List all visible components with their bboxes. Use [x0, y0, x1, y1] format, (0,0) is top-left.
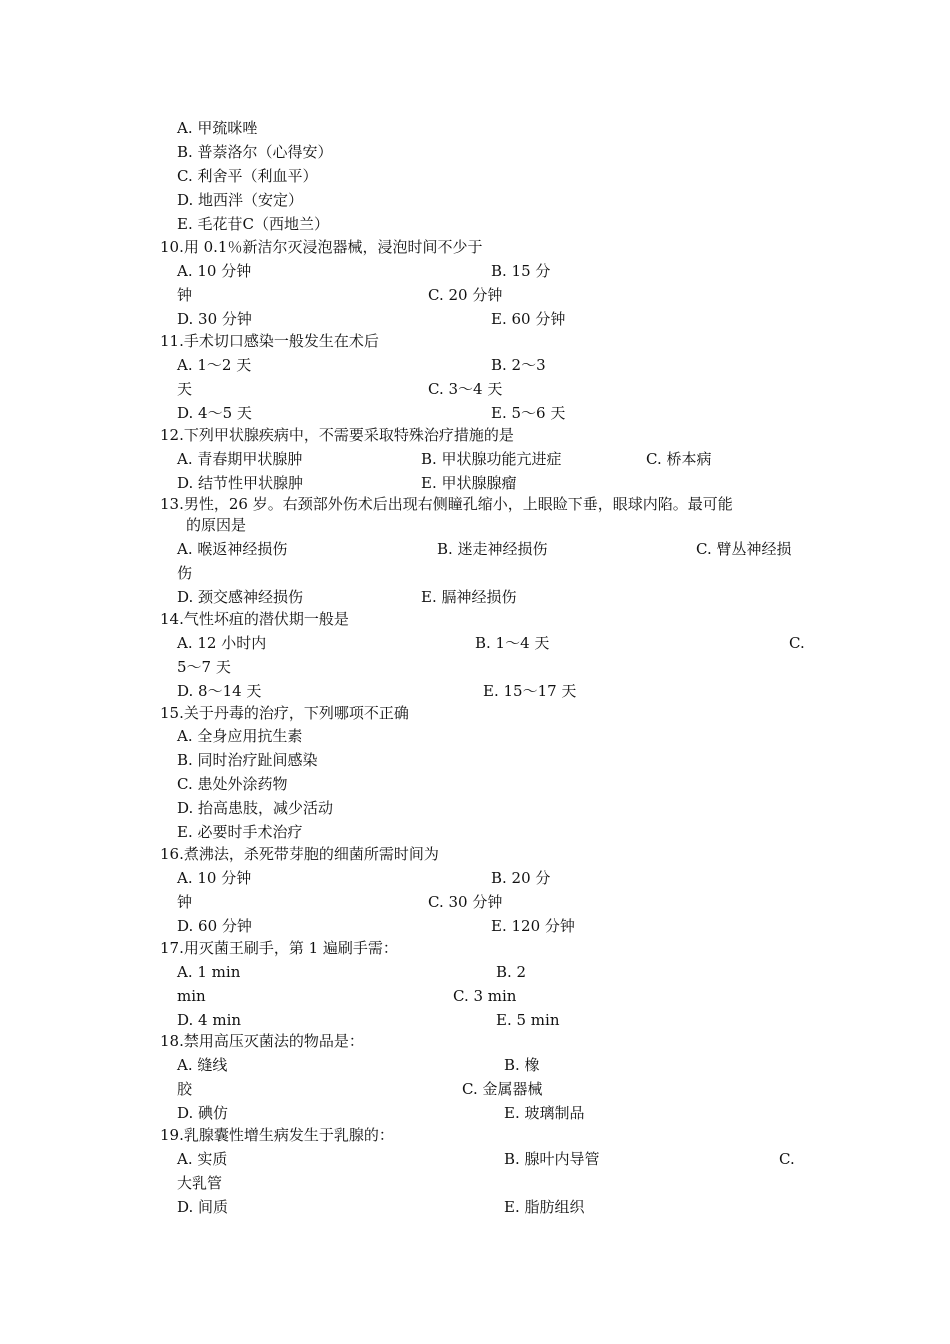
text-line: A. 10 分钟 — [177, 262, 252, 280]
text-line: D. 抬高患肢，减少活动 — [177, 799, 334, 817]
text-line: B. 橡 — [504, 1056, 540, 1074]
text-line: A. 实质 — [177, 1150, 228, 1168]
text-line: E. 必要时手术治疗 — [177, 823, 303, 841]
text-line: E. 15～17 天 — [483, 682, 577, 700]
text-line: 5～7 天 — [177, 658, 231, 676]
text-line: D. 8～14 天 — [177, 682, 262, 700]
text-line: 10.用 0.1％新洁尔灭浸泡器械，浸泡时间不少于 — [160, 238, 483, 256]
text-line: E. 120 分钟 — [491, 917, 575, 935]
text-line: B. 腺叶内导管 — [504, 1150, 600, 1168]
text-line: B. 普萘洛尔（心得安） — [177, 143, 333, 161]
text-line: D. 4 min — [177, 1011, 242, 1029]
text-line: A. 1 min — [177, 963, 241, 981]
text-line: D. 碘仿 — [177, 1104, 229, 1122]
text-line: 17.用灭菌王刷手，第 1 遍刷手需： — [160, 939, 398, 957]
text-line: 14.气性坏疽的潜伏期一般是 — [160, 610, 349, 628]
text-line: 钟 — [177, 286, 193, 304]
text-line: C. 臂丛神经损 — [696, 540, 792, 558]
text-line: D. 60 分钟 — [177, 917, 252, 935]
text-line: A. 10 分钟 — [177, 869, 252, 887]
text-line: C. 20 分钟 — [428, 286, 503, 304]
text-line: 胶 — [177, 1080, 193, 1098]
text-line: B. 1～4 天 — [475, 634, 550, 652]
text-line: C. — [779, 1150, 795, 1168]
text-line: E. 5 min — [496, 1011, 560, 1029]
text-line: 15.关于丹毒的治疗，下列哪项不正确 — [160, 704, 409, 722]
text-line: 的原因是 — [186, 516, 247, 534]
text-line: 13.男性，26 岁。右颈部外伤术后出现右侧瞳孔缩小，上眼睑下垂，眼球内陷。最可能 — [160, 495, 733, 513]
text-line: C. 3～4 天 — [428, 380, 503, 398]
text-line: 16.煮沸法，杀死带芽胞的细菌所需时间为 — [160, 845, 439, 863]
text-line: B. 15 分 — [491, 262, 551, 280]
text-line: D. 结节性甲状腺肿 — [177, 474, 304, 492]
text-line: A. 12 小时内 — [177, 634, 267, 652]
text-line: E. 60 分钟 — [491, 310, 566, 328]
text-line: 19.乳腺囊性增生病发生于乳腺的： — [160, 1126, 394, 1144]
text-line: 天 — [177, 380, 193, 398]
text-line: D. 30 分钟 — [177, 310, 252, 328]
text-line: C. 利舍平（利血平） — [177, 167, 318, 185]
text-line: E. 甲状腺腺瘤 — [421, 474, 517, 492]
text-line: E. 玻璃制品 — [504, 1104, 585, 1122]
text-line: E. 脂肪组织 — [504, 1198, 585, 1216]
text-line: A. 喉返神经损伤 — [177, 540, 288, 558]
text-line: 伤 — [177, 564, 193, 582]
text-line: D. 4～5 天 — [177, 404, 252, 422]
text-line: 钟 — [177, 893, 193, 911]
text-line: B. 2 — [496, 963, 527, 981]
text-line: D. 地西泮（安定） — [177, 191, 304, 209]
text-line: C. 金属器械 — [462, 1080, 543, 1098]
text-line: 12.下列甲状腺疾病中，不需要采取特殊治疗措施的是 — [160, 426, 514, 444]
text-line: E. 5～6 天 — [491, 404, 566, 422]
text-line: D. 间质 — [177, 1198, 229, 1216]
text-line: E. 膈神经损伤 — [421, 588, 517, 606]
text-line: B. 迷走神经损伤 — [437, 540, 548, 558]
text-line: E. 毛花苷C（西地兰） — [177, 215, 329, 233]
text-line: B. 2～3 — [491, 356, 546, 374]
text-line: A. 全身应用抗生素 — [177, 727, 303, 745]
text-line: B. 同时治疗趾间感染 — [177, 751, 318, 769]
text-line: min — [177, 987, 206, 1005]
text-line: C. 患处外涂药物 — [177, 775, 288, 793]
text-line: A. 1～2 天 — [177, 356, 252, 374]
text-line: 大乳管 — [177, 1174, 223, 1192]
text-line: B. 20 分 — [491, 869, 551, 887]
text-line: A. 甲巯咪唑 — [177, 119, 258, 137]
text-line: D. 颈交感神经损伤 — [177, 588, 304, 606]
text-line: B. 甲状腺功能亢进症 — [421, 450, 562, 468]
text-line: A. 青春期甲状腺肿 — [177, 450, 303, 468]
text-line: 11.手术切口感染一般发生在术后 — [160, 332, 379, 350]
text-line: A. 缝线 — [177, 1056, 228, 1074]
text-line: C. 桥本病 — [646, 450, 712, 468]
text-line: C. — [789, 634, 805, 652]
text-line: C. 3 min — [453, 987, 517, 1005]
text-line: C. 30 分钟 — [428, 893, 503, 911]
text-line: 18.禁用高压灭菌法的物品是： — [160, 1032, 364, 1050]
